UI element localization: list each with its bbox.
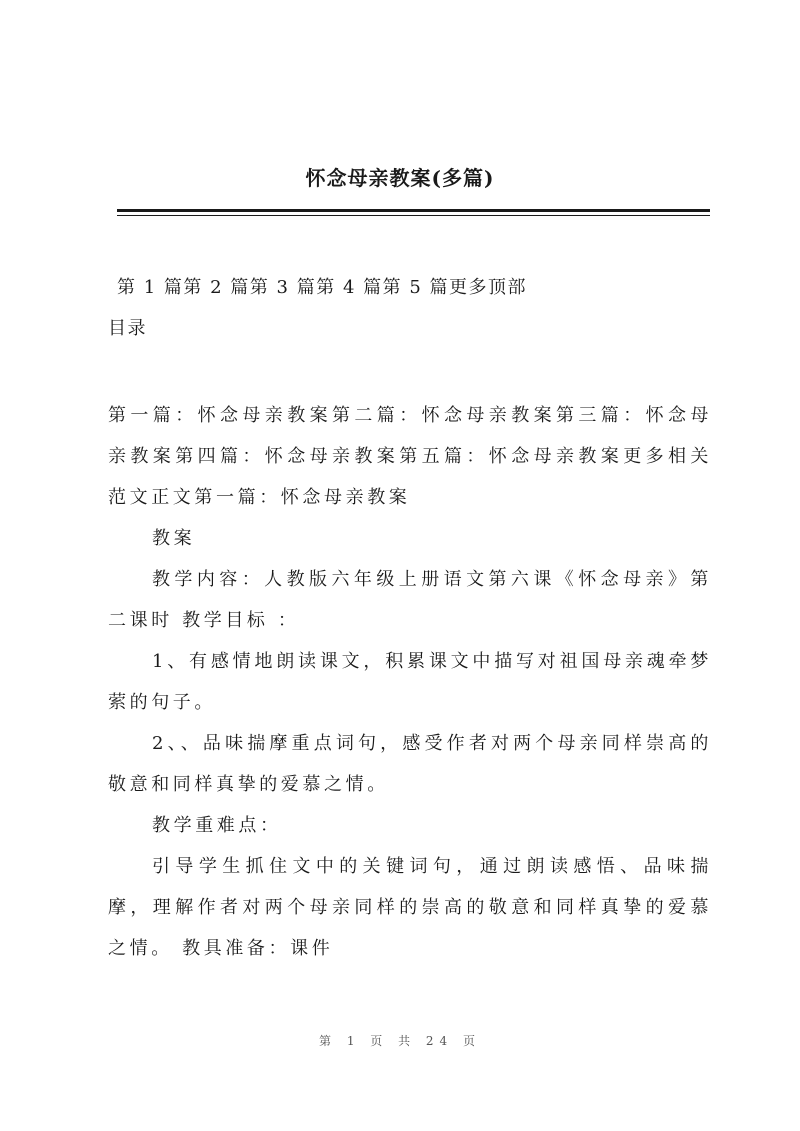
toc-text: 第一篇：怀念母亲教案第二篇：怀念母亲教案第三篇：怀念母亲教案第四篇：怀念母亲教案第五篇：怀念母亲教案更多相关范文正文第一篇：怀念母亲教案 <box>108 405 712 508</box>
title-divider-thick <box>117 209 710 212</box>
nav-link-chapter-2[interactable]: 第 2 篇 <box>183 277 250 298</box>
nav-link-chapter-3[interactable]: 第 3 篇 <box>249 277 317 298</box>
paragraph: 教学重难点： <box>152 815 282 836</box>
nav-link-chapter-4[interactable]: 第 4 篇 <box>316 277 383 298</box>
nav-link-more[interactable]: 更多 <box>449 277 489 298</box>
nav-link-chapter-5[interactable]: 第 5 篇 <box>382 277 450 298</box>
nav-link-top[interactable]: 顶部 <box>488 277 528 298</box>
chapter-nav <box>117 275 527 301</box>
title-divider-thin <box>117 215 710 216</box>
paragraph: 教案 <box>152 528 196 549</box>
document-body <box>108 395 712 969</box>
paragraph: 教学内容：人教版六年级上册语文第六课《怀念母亲》第二课时 教学目标 ： <box>108 569 712 631</box>
toc-heading: 目录 <box>108 318 147 339</box>
paragraph: 2、、品味揣摩重点词句，感受作者对两个母亲同样崇高的敬意和同样真挚的爱慕之情。 <box>108 733 712 795</box>
paragraph: 引导学生抓住文中的关键词句，通过朗读感悟、品味揣摩，理解作者对两个母亲同样的崇高的敬意和同样真挚的爱慕之情。 教具准备：课件 <box>108 856 712 959</box>
page-footer: 第 1 页 共 24 页 <box>319 1034 481 1048</box>
paragraph: 1、有感情地朗读课文，积累课文中描写对祖国母亲魂牵梦萦的句子。 <box>108 651 712 713</box>
document-title: 怀念母亲教案(多篇) <box>305 166 495 190</box>
nav-link-chapter-1[interactable]: 第 1 篇 <box>117 277 184 298</box>
